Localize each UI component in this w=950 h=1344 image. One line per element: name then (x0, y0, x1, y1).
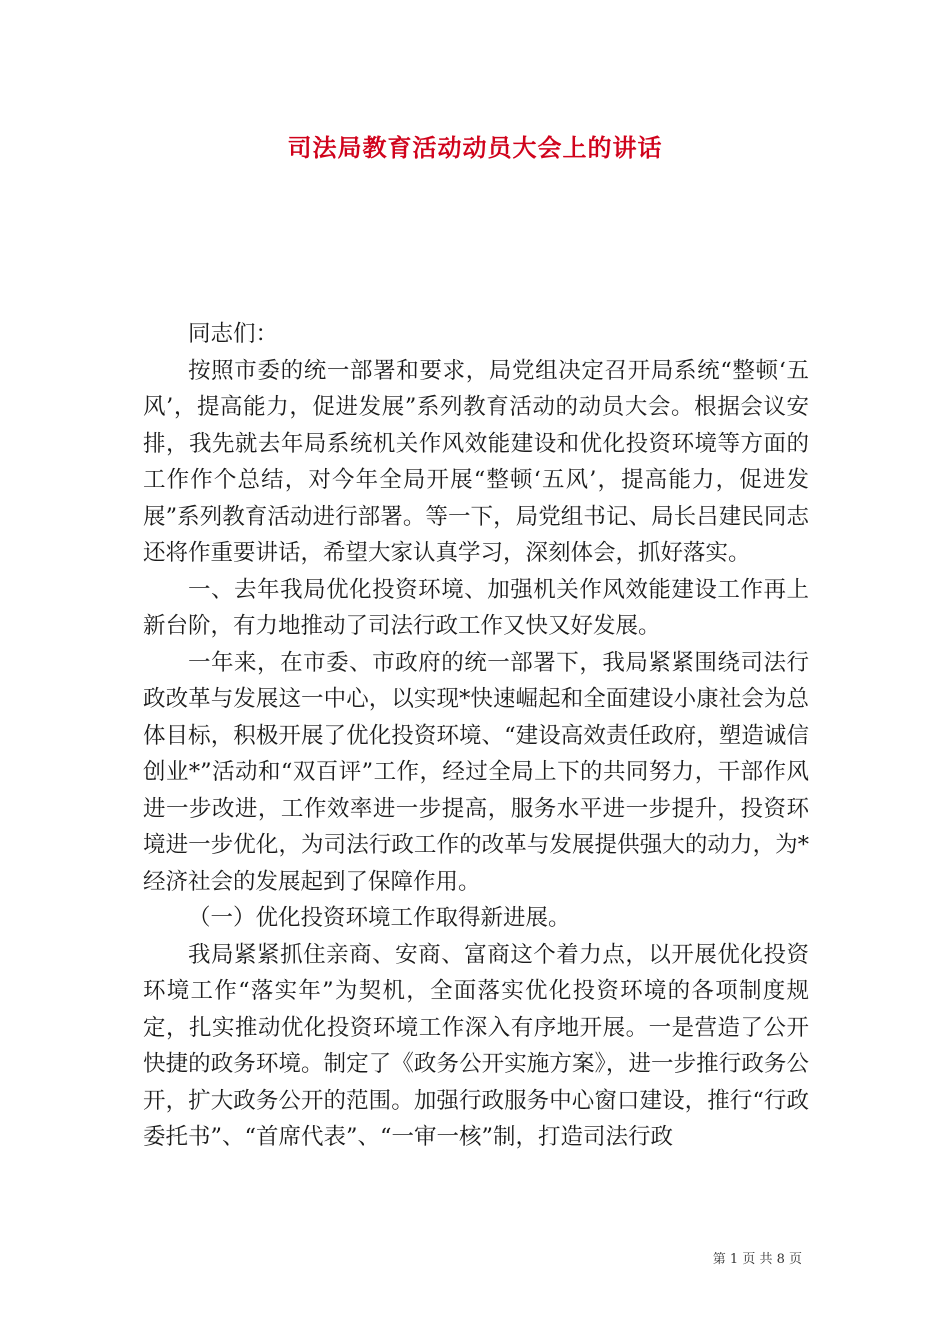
page-number: 第 1 页 共 8 页 (712, 1252, 802, 1267)
salutation: 同志们： (188, 321, 279, 347)
paragraph: 一、去年我局优化投资环境、加强机关作风效能建设工作再上新台阶，有力地推动了司法行政工作又快又好发展。 (143, 576, 809, 639)
paragraph: 一年来，在市委、市政府的统一部署下，我局紧紧围绕司法行政改革与发展这一中心，以实现*快速崛起和全面建设小康社会为总体目标，积极开展了优化投资环境、“建设高效责任政府，塑造诚信创业*”活动和“双百评”工作，经过全局上下的共同努力，干部作风进一步改进，工作效率进一步提高，服务水平进一步提升，投资环境进一步优化，为司法行政工作的改革与发展提供强大的动力，为*经济社会的发展起到了保障作用。 (143, 649, 809, 895)
document-title: 司法局教育活动动员大会上的讲话 (287, 133, 663, 162)
paragraph: 按照市委的统一部署和要求，局党组决定召开局系统“整顿‘五风’，提高能力，促进发展”系列教育活动的动员大会。根据会议安排，我先就去年局系统机关作风效能建设和优化投资环境等方面的工作作个总结，对今年全局开展“整顿‘五风’，提高能力，促进发展”系列教育活动进行部署。等一下，局党组书记、局长吕建民同志还将作重要讲话，希望大家认真学习，深刻体会，抓好落实。 (143, 357, 809, 566)
paragraph: （一）优化投资环境工作取得新进展。 (188, 905, 571, 931)
document-body (143, 316, 809, 1156)
paragraph: 我局紧紧抓住亲商、安商、富商这个着力点，以开展优化投资环境工作“落实年”为契机，全面落实优化投资环境的各项制度规定，扎实推动优化投资环境工作深入有序地开展。一是营造了公开快捷的政务环境。制定了《政务公开实施方案》，进一步推行政务公开，扩大政务公开的范围。加强行政服务中心窗口建设，推行“行政委托书”、“首席代表”、“一审一核”制，打造司法行政 (143, 941, 809, 1150)
